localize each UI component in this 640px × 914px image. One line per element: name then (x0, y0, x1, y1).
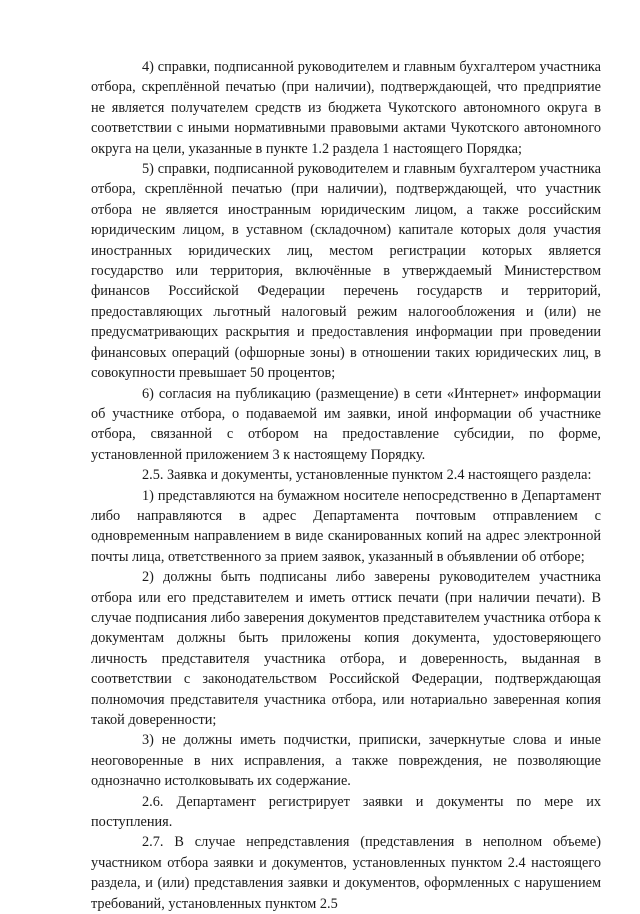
paragraph-subitem-2: 2) должны быть подписаны либо заверены руководителем участника отбора или его представителем и иметь оттиск печати (при наличии печати). В случае подписания либо заверения документов представителем участника отбора к документам должны быть приложены копия документа, удостоверяющего личность представителя участника отбора, и доверенность, выданная в соответствии с законодательством Российской Федерации, подтверждающая полномочия представителя участника отбора, или нотариально заверенная копия такой доверенности; (91, 569, 601, 728)
paragraph-subitem-1: 1) представляются на бумажном носителе непосредственно в Департамент либо направляются в адрес Департамента почтовым отправлением с одновременным направлением в виде сканированных копий на адрес электронной почты лица, ответственного за прием заявок, указанный в объявлении об отборе; (91, 487, 601, 565)
paragraph-item-6: 6) согласия на публикацию (размещение) в сети «Интернет» информации об участнике отбора, о подаваемой им заявки, иной информации об участнике отбора, связанной с отбором на предоставление субсидии, по форме, установленной приложением 3 к настоящему Порядку. (91, 385, 601, 463)
paragraph-section-2-6: 2.6. Департамент регистрирует заявки и документы по мере их поступления. (91, 793, 601, 831)
paragraph-section-2-7: 2.7. В случае непредставления (представления в неполном объеме) участником отбора заявки и документов, установленных пунктом 2.4 настоящего раздела, и (или) представления заявки и документов, оформленных с нарушением требований, установленных пунктом 2.5 (91, 834, 601, 912)
paragraph-item-4: 4) справки, подписанной руководителем и главным бухгалтером участника отбора, скреплённой печатью (при наличии), подтверждающей, что предприятие не является получателем средств из бюджета Чукотского автономного округа в соответствии с иными нормативными правовыми актами Чукотского автономного округа на цели, указанные в пункте 1.2 раздела 1 настоящего Порядка; (91, 59, 601, 157)
document-page (91, 57, 601, 914)
paragraph-section-2-5: 2.5. Заявка и документы, установленные пунктом 2.4 настоящего раздела: (142, 467, 592, 484)
paragraph-subitem-3: 3) не должны иметь подчистки, приписки, зачеркнутые слова и иные неоговоренные в них исправления, а также повреждения, не позволяющие однозначно истолковывать их содержание. (91, 732, 601, 790)
paragraph-item-5: 5) справки, подписанной руководителем и главным бухгалтером участника отбора, скреплённой печатью (при наличии), подтверждающей, что участник отбора не является иностранным юридическим лицом, а также российским юридическим лицом, в уставном (складочном) капитале которых доля участия иностранных юридических лиц, местом регистрации которых является государство или территория, включённые в утверждаемый Министерством финансов Российской Федерации перечень государств и территорий, предоставляющих льготный налоговый режим налогообложения и (или) не предусматривающих раскрытия и предоставления информации при проведении финансовых операций (офшорные зоны) в отношении таких юридических лиц, в совокупности превышает 50 процентов; (91, 161, 601, 382)
